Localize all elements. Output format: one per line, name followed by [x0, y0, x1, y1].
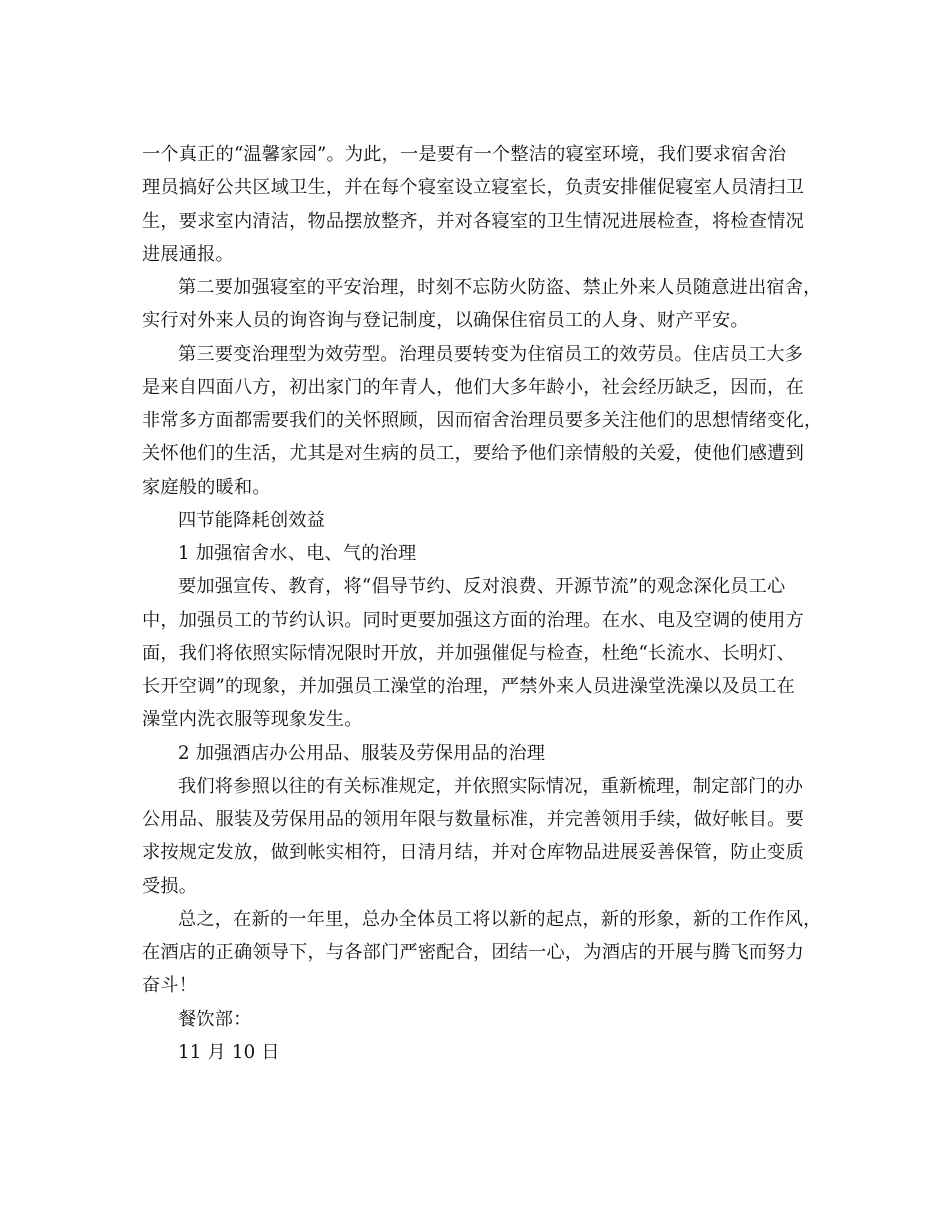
text-line: 是来自四面八方，初出家门的年青人，他们大多年龄小，社会经历缺乏，因而，在 [142, 376, 804, 398]
text-line: 第二要加强寝室的平安治理，时刻不忘防火防盗、禁止外来人员随意进出宿舍， [178, 277, 822, 298]
text-line: 生，要求室内清洁，物品摆放整齐，并对各寝室的卫生情况进展检查，将检查情况 [142, 210, 804, 232]
text-line: 四节能降耗创效益 [178, 509, 326, 531]
text-line: 受损。 [142, 875, 198, 897]
text-line: 一个真正的“温馨家园”。为此，一是要有一个整洁的寝室环境，我们要求宿舍治 [142, 144, 787, 165]
text-line: 公用品、服装及劳保用品的领用年限与数量标准，并完善领用手续，做好帐目。要 [142, 809, 804, 830]
text-line: 长开空调”的现象，并加强员工澡堂的治理，严禁外来人员进澡堂洗澡以及员工在 [142, 676, 796, 697]
text-line: 非常多方面都需要我们的关怀照顾，因而宿舍治理员要多关注他们的思想情绪变化， [142, 410, 823, 431]
text-line: 关怀他们的生活，尤其是对生病的员工，要给予他们亲情般的关爱，使他们感遭到 [142, 443, 804, 465]
text-line: 要加强宣传、教育，将“倡导节约、反对浪费、开源节流”的观念深化员工心 [178, 576, 786, 598]
text-line: 求按规定发放，做到帐实相符，日清月结，并对仓库物品进展妥善保管，防止变质 [142, 842, 804, 864]
text-line: 面，我们将依照实际情况限时开放，并加强催促与检查，杜绝“长流水、长明灯、 [142, 642, 796, 664]
document-body [142, 138, 822, 1069]
text-line: 11 月 10 日 [178, 1041, 280, 1063]
text-line: 1 加强宿舍水、电、气的治理 [178, 543, 417, 564]
text-line: 澡堂内洗衣服等现象发生。 [142, 709, 363, 731]
text-line: 家庭般的暖和。 [142, 476, 271, 498]
text-line: 第三要变治理型为效劳型。治理员要转变为住宿员工的效劳员。住店员工大多 [178, 343, 804, 365]
text-line: 中，加强员工的节约认识。同时更要加强这方面的治理。在水、电及空调的使用方 [142, 609, 804, 631]
text-line: 在酒店的正确领导下，与各部门严密配合，团结一心，为酒店的开展与腾飞而努力 [142, 942, 804, 963]
text-line: 我们将参照以往的有关标准规定，并依照实际情况，重新梳理，制定部门的办 [178, 775, 804, 797]
text-line: 2 加强酒店办公用品、服装及劳保用品的治理 [178, 742, 546, 764]
text-line: 实行对外来人员的询咨询与登记制度，以确保住宿员工的人身、财产平安。 [142, 310, 749, 332]
text-line: 餐饮部： [178, 1008, 252, 1030]
text-line: 进展通报。 [142, 243, 234, 265]
text-line: 总之，在新的一年里，总办全体员工将以新的起点，新的形象，新的工作作风， [178, 908, 822, 930]
text-line: 奋斗！ [142, 975, 198, 997]
text-line: 理员搞好公共区域卫生，并在每个寝室设立寝室长，负责安排催促寝室人员清扫卫 [142, 177, 804, 199]
